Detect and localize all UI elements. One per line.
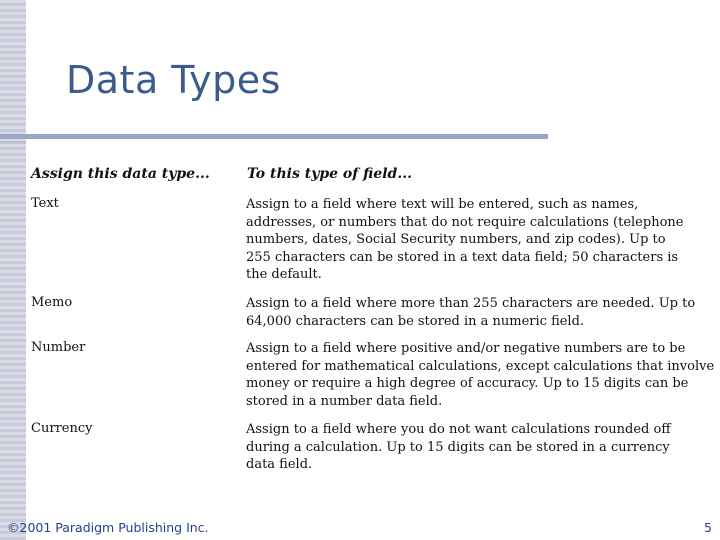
description-line: during a calculation. Up to 15 digits can be stored in a currency <box>246 439 670 455</box>
row-type-label: Currency <box>31 421 93 436</box>
description-line: Assign to a field where you do not want calculations rounded off <box>246 422 671 437</box>
description-line: Assign to a field where text will be entered, such as names, <box>246 197 639 212</box>
header-data-type: Assign this data type... <box>31 166 210 182</box>
row-type-label: Memo <box>31 295 73 310</box>
page-title: Data Types <box>66 58 281 102</box>
page-number: 5 <box>704 520 712 535</box>
description-line: 64,000 characters can be stored in a numeric field. <box>246 313 585 329</box>
description-line: Assign to a field where more than 255 characters are needed. Up to <box>246 296 696 311</box>
description-line: addresses, or numbers that do not require calculations (telephone <box>246 214 684 230</box>
title-divider <box>0 134 548 139</box>
copyright-notice: ©2001 Paradigm Publishing Inc. <box>7 520 209 535</box>
row-type-label: Number <box>31 340 86 355</box>
description-line: Assign to a field where positive and/or negative numbers are to be <box>246 341 686 356</box>
row-description <box>246 196 684 284</box>
header-field-type: To this type of field... <box>247 166 412 182</box>
row-description <box>246 295 696 330</box>
description-line: stored in a number data field. <box>246 393 443 409</box>
title-divider-accent <box>0 141 26 143</box>
description-line: 255 characters can be stored in a text data field; 50 characters is <box>246 249 679 265</box>
description-line: the default. <box>246 267 322 282</box>
row-description <box>246 340 715 410</box>
row-type-label: Text <box>31 196 59 211</box>
description-line: data field. <box>246 457 313 472</box>
data-types-table <box>27 159 715 477</box>
left-decorative-bar <box>0 0 26 540</box>
description-line: money or require a high degree of accuracy. Up to 15 digits can be <box>246 376 689 391</box>
description-line: entered for mathematical calculations, except calculations that involve <box>246 358 715 374</box>
description-line: numbers, dates, Social Security numbers, and zip codes). Up to <box>246 232 666 247</box>
row-description <box>246 421 678 474</box>
